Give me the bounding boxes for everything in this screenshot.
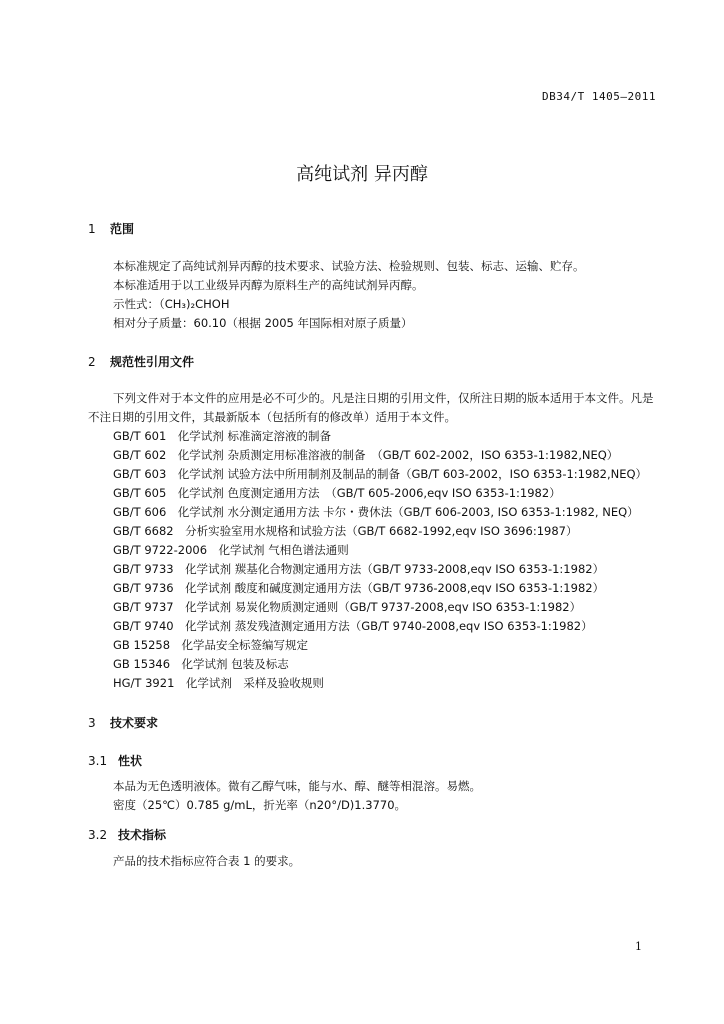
subsection-heading-properties (88, 752, 142, 769)
standard-code: DB34/T 1405—2011 (542, 90, 656, 103)
subsection-title: 性状 (118, 754, 143, 768)
subsection-number: 3.1 (88, 754, 108, 768)
section-heading-normative-refs (88, 353, 194, 370)
reference-item: GB/T 6682 分析实验室用水规格和试验方法（GB/T 6682-1992,eqv ISO 3696:1987） (113, 524, 578, 538)
section-heading-scope (88, 220, 134, 237)
section-number: 2 (88, 355, 96, 369)
document-title: 高纯试剂 异丙醇 (296, 164, 428, 185)
reference-item: GB/T 9722-2006 化学试剂 气相色谱法通则 (113, 543, 349, 557)
section-number: 1 (88, 222, 96, 236)
reference-item: GB/T 9733 化学试剂 羰基化合物测定通用方法（GB/T 9733-2008,eqv ISO 6353-1:1982） (113, 562, 605, 576)
section-title: 技术要求 (110, 716, 159, 730)
properties-line: 密度（25℃）0.785 g/mL，折光率（n20°/D)1.3770。 (113, 798, 407, 812)
reference-item: GB/T 603 化学试剂 试验方法中所用制剂及制品的制备（GB/T 603-2002，ISO 6353-1:1982,NEQ） (113, 467, 648, 481)
reference-item: GB/T 9737 化学试剂 易炭化物质测定通则（GB/T 9737-2008,eqv ISO 6353-1:1982） (113, 600, 582, 614)
page-number: 1 (635, 940, 642, 953)
reference-item: HG/T 3921 化学试剂 采样及验收规则 (113, 676, 324, 690)
subsection-heading-indicators (88, 826, 166, 843)
subsection-title: 技术指标 (118, 828, 167, 842)
normative-refs-intro: 下列文件对于本文件的应用是必不可少的。凡是注日期的引用文件，仅所注日期的版本适用于本文件。凡是不注日期的引用文件，其最新版本（包括所有的修改单）适用于本文件。 (88, 391, 654, 424)
section-title: 规范性引用文件 (110, 355, 195, 369)
section-number: 3 (88, 716, 96, 730)
section-title: 范围 (110, 222, 135, 236)
section-heading-tech-req (88, 714, 158, 731)
properties-line: 本品为无色透明液体。微有乙醇气味，能与水、醇、醚等相混溶。易燃。 (113, 779, 481, 793)
reference-item: GB/T 9740 化学试剂 蒸发残渣测定通用方法（GB/T 9740-2008,eqv ISO 6353-1:1982） (113, 619, 593, 633)
scope-line: 示性式：（CH₃)₂CHOH (113, 297, 230, 311)
scope-line: 本标准规定了高纯试剂异丙醇的技术要求、试验方法、检验规则、包装、标志、运输、贮存。 (113, 259, 585, 273)
reference-item: GB 15346 化学试剂 包装及标志 (113, 657, 289, 671)
reference-item: GB/T 605 化学试剂 色度测定通用方法 （GB/T 605-2006,eqv ISO 6353-1:1982） (113, 486, 561, 500)
scope-line: 本标准适用于以工业级异丙醇为原料生产的高纯试剂异丙醇。 (113, 278, 424, 292)
scope-line: 相对分子质量：60.10（根据 2005 年国际相对原子质量） (113, 316, 413, 330)
reference-item: GB/T 601 化学试剂 标准滴定溶液的制备 (113, 429, 331, 443)
reference-item: GB/T 606 化学试剂 水分测定通用方法 卡尔・费休法（GB/T 606-2003, ISO 6353-1:1982, NEQ） (113, 505, 639, 519)
reference-item: GB 15258 化学品安全标签编写规定 (113, 638, 309, 652)
reference-item: GB/T 602 化学试剂 杂质测定用标准溶液的制备 （GB/T 602-2002，ISO 6353-1:1982,NEQ） (113, 448, 619, 462)
indicators-line: 产品的技术指标应符合表 1 的要求。 (113, 854, 301, 868)
reference-item: GB/T 9736 化学试剂 酸度和碱度测定通用方法（GB/T 9736-2008,eqv ISO 6353-1:1982） (113, 581, 605, 595)
subsection-number: 3.2 (88, 828, 108, 842)
